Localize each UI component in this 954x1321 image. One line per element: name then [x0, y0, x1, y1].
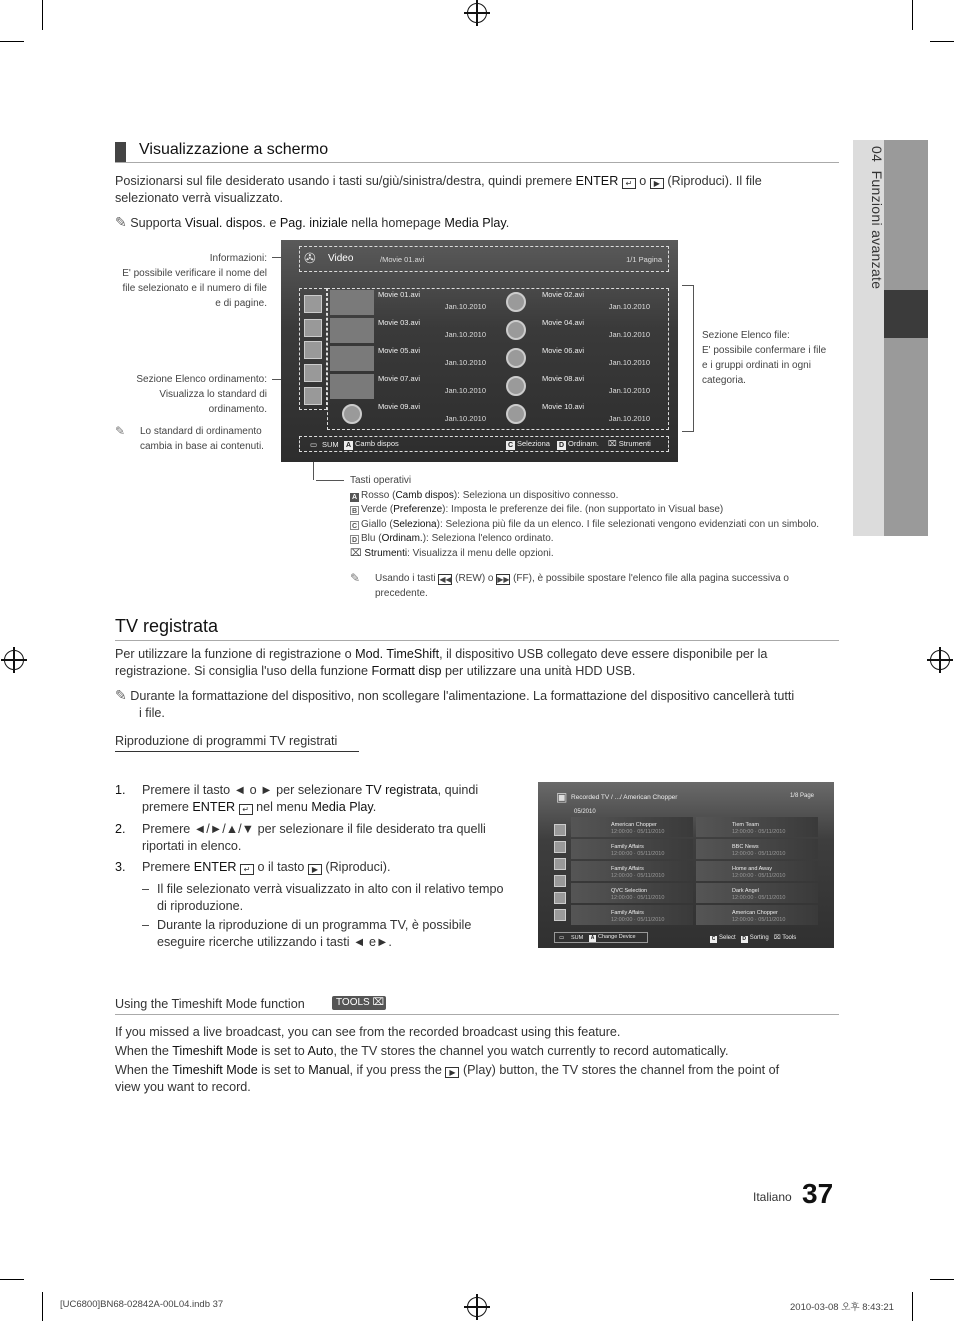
play-icon: ▶	[650, 178, 664, 189]
step-2: 2. Premere ◄/►/▲/▼ per selezionare il file desiderato tra quelli riportati in elenco.	[115, 822, 486, 853]
crop-mark	[0, 1279, 24, 1280]
enter-icon: ↵	[239, 804, 253, 815]
bracket	[682, 285, 694, 432]
crop-mark	[930, 1279, 954, 1280]
file-item[interactable]: Movie 03.avi Jan.10.2010	[328, 317, 492, 344]
operation-bar: C Select D Sorting ⌧ Tools	[711, 935, 797, 942]
tv-registrata-paragraph: Per utilizzare la funzione di registrazione o Mod. TimeShift, il dispositivo USB collegato deve essere disponibile per la registrazione. Si consiglia l'uso della funzione Formatt disp per utilizzare una unità HDD USB.	[115, 647, 768, 678]
callout-file-list: Sezione Elenco file: E' possibile confermare i file e i gruppi ordinati in ogni categoria.	[702, 330, 827, 386]
divider	[115, 751, 359, 752]
recording-item[interactable]: American Chopper 12:00:00 · 05/11/2010	[571, 817, 693, 837]
tools-icon: ⌧	[372, 997, 385, 1008]
tools-badge: TOOLS ⌧	[332, 996, 386, 1010]
rew-icon: ◀◀	[439, 575, 452, 584]
crop-mark	[42, 0, 43, 30]
intro-paragraph: Posizionarsi sul file desiderato usando i tasti su/giù/sinistra/destra, quindi premere ENTER ↵ o ▶ (Riproduci). Il file selezionato verrà visualizzato.	[115, 174, 762, 205]
language-label: Italiano	[753, 1190, 792, 1204]
sort-star-icon	[304, 387, 322, 405]
registration-mark-icon	[4, 650, 24, 670]
callout-sort-note: ✎ Lo standard di ordinamento cambia in base ai contenuti.	[115, 424, 264, 452]
crop-mark	[930, 41, 954, 42]
step-1: 1. Premere il tasto ◄ o ► per selezionare TV registrata, quindi premere ENTER ↵ nel menu Media Play.	[115, 783, 479, 814]
usb-icon: ▭	[310, 440, 318, 449]
recording-item[interactable]: Family Affairs 12:00:00 · 05/11/2010	[571, 839, 693, 859]
subsection-title: Using the Timeshift Mode function	[115, 997, 305, 1011]
note-paragraph: ✎ Supporta Visual. dispos. e Pag. iniziale nella homepage Media Play.	[115, 214, 510, 230]
enter-icon: ↵	[622, 178, 636, 189]
timeshift-paragraph: If you missed a live broadcast, you can see from the recorded broadcast using this feature. When the Timeshift Mode is set to Auto, the TV stores the channel you watch currently to record automatically. When the Timeshift Mode is set to Manual, if you press the ▶ (Play) button, the TV stores the channel from the point of view you want to record.	[115, 1025, 780, 1094]
subsection-title: Riproduzione di programmi TV registrati	[115, 734, 338, 748]
operation-bar: ▭ SUM A Camb dispos C Seleziona D Ordinam. ⌧ Strumenti	[299, 436, 669, 452]
device-bar: ▭ SUM A Change Device	[554, 932, 648, 943]
play-icon: ▶	[445, 1067, 459, 1078]
note-pencil-icon: ✎	[115, 214, 127, 230]
tools-icon: ⌧	[773, 935, 781, 941]
media-play-screenshot	[281, 240, 678, 462]
note-pencil-icon: ✎	[115, 424, 126, 438]
registration-mark-icon	[467, 1297, 487, 1317]
crop-mark	[912, 0, 913, 30]
format-note: ✎ Durante la formattazione del dispositivo, non scollegare l'alimentazione. La formattazione del dispositivo cancellerà tutti i file.	[115, 687, 795, 720]
film-reel-icon	[342, 404, 362, 424]
film-reel-icon	[506, 404, 526, 424]
ff-icon: ▶▶	[497, 575, 510, 584]
file-item[interactable]: Movie 07.avi Jan.10.2010	[328, 373, 492, 400]
file-list	[327, 288, 669, 430]
divider	[115, 1014, 839, 1015]
file-item[interactable]: Movie 05.avi Jan.10.2010	[328, 345, 492, 372]
page-number: 37	[802, 1178, 834, 1209]
recording-item[interactable]: Family Affairs 12:00:00 · 05/11/2010	[571, 905, 693, 925]
usb-icon: ▭	[559, 935, 565, 941]
file-item[interactable]: Movie 08.avi Jan.10.2010	[492, 373, 656, 400]
sort-list	[299, 288, 327, 410]
registration-mark-icon	[930, 650, 950, 670]
note-pencil-icon: ✎	[115, 687, 127, 703]
info-bar: ✇ Video /Movie 01.avi 1/1 Pagina	[299, 246, 669, 272]
sort-thumb-icon	[304, 319, 322, 337]
file-item[interactable]: Movie 04.avi Jan.10.2010	[492, 317, 656, 344]
recording-item[interactable]: BBC News 12:00:00 · 05/11/2010	[696, 839, 818, 859]
recording-item[interactable]: Family Affairs 12:00:00 · 05/11/2010	[571, 861, 693, 881]
recording-item[interactable]: Tiem Team 12:00:00 · 05/11/2010	[696, 817, 818, 837]
recorded-tv-screenshot: ▣ Recorded TV / .../ American Chopper 1/8 Page 05/2010 American Chopper 12:00:00 · 05/11/2010 Family Affairs 12:00:00 · 05/11/2010 Family Affairs 12:00:00 · 05/11/2010 QVC Selection 12:00:00 · 05/11/2010 Family Affairs 12:00:00 · 05/11/2010 Tiem Team 12:00:00 · 05/11/2010 BBC News 12:00:00 · 05/11/2010 Home and Away 12:00:00 · 05/11/2010 Dark Angel 12:00:00 · 05/11/2010 American Chopper 12:00:00 · 05/11/2010 ▭ SUM A Change Device C Select D Sorting ⌧ Tools	[538, 782, 834, 948]
recording-item[interactable]: Home and Away 12:00:00 · 05/11/2010	[696, 861, 818, 881]
film-reel-icon	[506, 376, 526, 396]
sort-number-icon	[304, 364, 322, 382]
play-icon: ▶	[308, 864, 322, 875]
file-item[interactable]: Movie 06.avi Jan.10.2010	[492, 345, 656, 372]
file-item[interactable]: Movie 01.avi Jan.10.2010	[328, 289, 492, 316]
recording-item[interactable]: Dark Angel 12:00:00 · 05/11/2010	[696, 883, 818, 903]
divider	[115, 640, 839, 641]
leader-line	[313, 462, 314, 480]
chapter-label: 04 Funzioni avanzate	[869, 146, 885, 290]
crop-mark	[42, 1292, 43, 1321]
print-stamp: 2010-03-08 오후 8:43:21	[790, 1302, 894, 1313]
leader-line	[316, 480, 344, 481]
sort-calendar-icon	[304, 341, 322, 359]
step-3: 3. Premere ENTER ↵ o il tasto ▶ (Riproduci).	[115, 860, 391, 874]
file-slug: [UC6800]BN68-02842A-00L04.indb 37	[60, 1299, 224, 1310]
callout-info: Informazioni: E' possibile verificare il nome del file selezionato e il numero di file e di pagine.	[122, 253, 267, 309]
tools-icon: ⌧	[608, 439, 617, 448]
recording-item[interactable]: American Chopper 12:00:00 · 05/11/2010	[696, 905, 818, 925]
section-title: TV registrata	[115, 616, 219, 636]
recording-item[interactable]: QVC Selection 12:00:00 · 05/11/2010	[571, 883, 693, 903]
bullet-2: – Durante la riproduzione di un programma TV, è possibile eseguire ricerche utilizzando i tasti ◄ e►.	[142, 918, 472, 949]
film-reel-icon	[506, 292, 526, 312]
callout-sort: Sezione Elenco ordinamento: Visualizza lo standard di ordinamento.	[136, 374, 267, 415]
file-item[interactable]: Movie 10.avi Jan.10.2010	[492, 401, 656, 428]
tools-icon: ⌧	[350, 547, 362, 559]
crop-mark	[912, 1292, 913, 1321]
rew-ff-note: ✎ Usando i tasti ◀◀ (REW) o ▶▶ (FF), è possibile spostare l'elenco file alla pagina successiva o precedente.	[350, 571, 789, 599]
operation-keys-legend: Tasti operativi A Rosso (Camb dispos): Seleziona un dispositivo connesso. B Verde (Preferenze): Imposta le preferenze dei file. (non supportato in Visual base) C Giallo (Seleziona): Seleziona più file da un elenco. I file selezionati vengono evidenziati con un simbolo. D Blu (Ordinam.): Seleziona l'elenco ordinato. ⌧ Strumenti: Visualizza il menu delle opzioni.	[350, 475, 820, 559]
film-reel-icon	[506, 320, 526, 340]
sort-folder-icon	[304, 295, 322, 313]
bullet-1: – Il file selezionato verrà visualizzato in alto con il relativo tempo di riproduzione.	[142, 882, 504, 913]
recorded-tv-icon: ▣	[556, 790, 568, 804]
section-heading: Visualizzazione a schermo	[115, 140, 839, 163]
crop-mark	[0, 41, 24, 42]
note-pencil-icon: ✎	[350, 571, 361, 585]
registration-mark-icon	[467, 3, 487, 23]
sort-list	[552, 824, 568, 924]
file-item[interactable]: Movie 09.avi Jan.10.2010	[328, 401, 492, 428]
enter-icon: ↵	[240, 864, 254, 875]
file-item[interactable]: Movie 02.avi Jan.10.2010	[492, 289, 656, 316]
film-reel-icon	[506, 348, 526, 368]
video-icon: ✇	[304, 250, 316, 266]
